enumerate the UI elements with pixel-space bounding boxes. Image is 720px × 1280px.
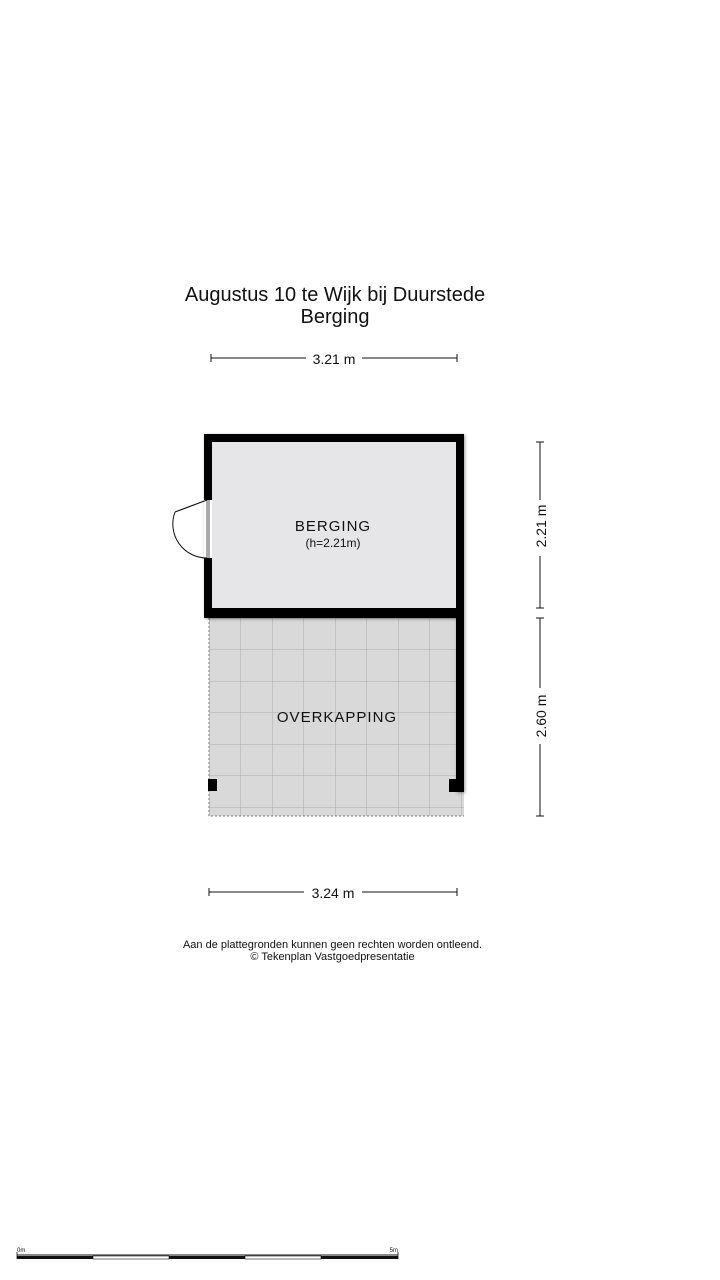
- scale-bar: [17, 1248, 398, 1259]
- berging-label: BERGING: [294, 518, 372, 535]
- overkapping-area: [208, 618, 464, 816]
- dimension-lower-height-label: 2.60 m: [533, 694, 549, 738]
- support-post-left: [208, 779, 217, 791]
- dimension-top-width: [211, 351, 457, 367]
- dimension-bottom-width: [209, 885, 457, 901]
- berging-height-note: (h=2.21m): [305, 536, 361, 550]
- dimension-bottom-label: 3.24 m: [311, 885, 355, 901]
- plan-title: Augustus 10 te Wijk bij Duurstede: [184, 284, 486, 306]
- dimension-upper-height-label: 2.21 m: [533, 504, 549, 548]
- dimension-top-label: 3.21 m: [312, 351, 356, 367]
- scale-bar-end-label: 5m: [389, 1248, 398, 1254]
- disclaimer-text: Aan de plattegronden kunnen geen rechten worden ontleend.: [182, 939, 483, 951]
- scale-bar-start-label: 0m: [17, 1248, 26, 1254]
- dimension-right: [533, 442, 549, 816]
- overkapping-label: OVERKAPPING: [276, 709, 398, 726]
- copyright-text: © Tekenplan Vastgoedpresentatie: [250, 951, 415, 963]
- floor-name: Berging: [300, 306, 370, 328]
